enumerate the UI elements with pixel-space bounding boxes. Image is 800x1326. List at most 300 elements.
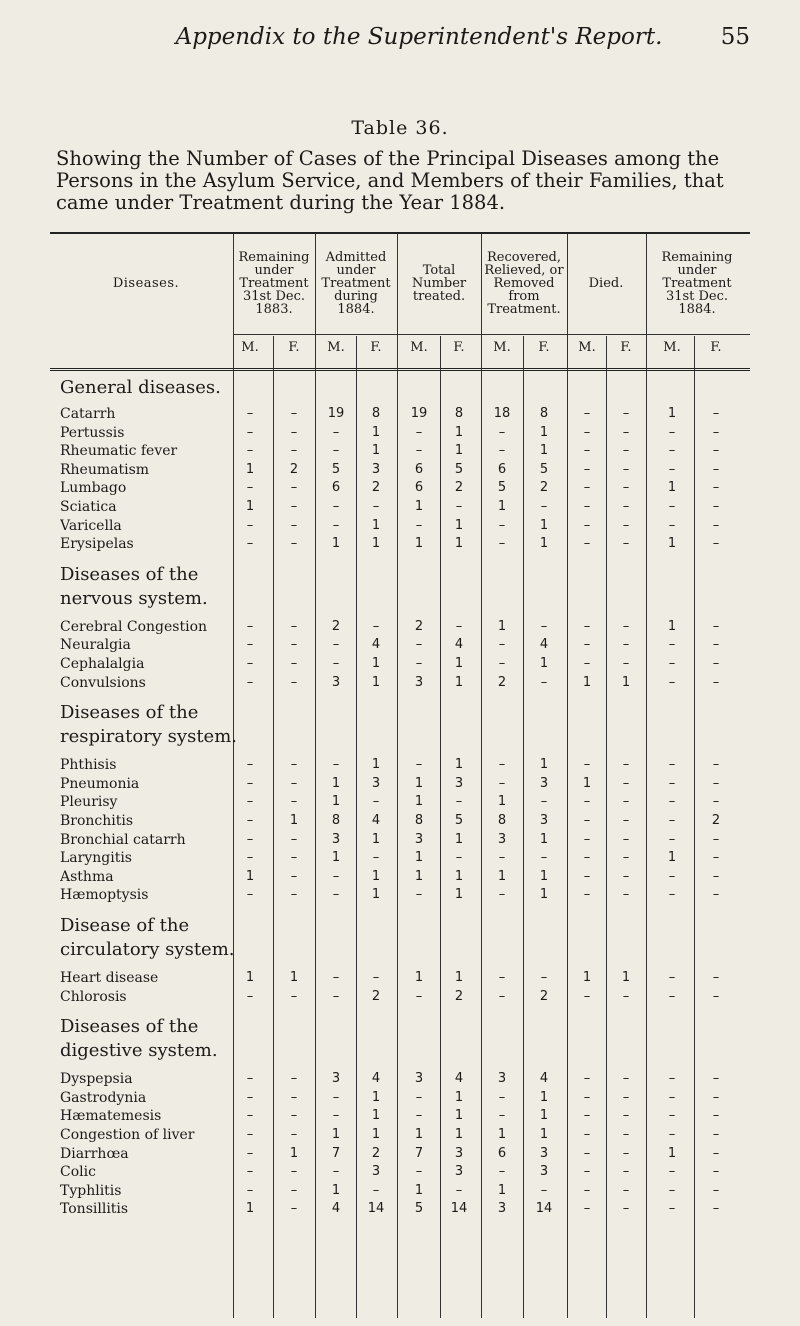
count-cell: – [668,1089,676,1105]
disease-name: Diarrhœa [60,1145,129,1162]
count-cell: 14 [535,1201,553,1217]
table-row [0,480,800,498]
count-cell: 1 [539,1089,549,1105]
count-cell: – [332,757,340,773]
count-cell: – [712,1127,720,1142]
count-cell: 1 [667,850,677,866]
count-cell: 1 [371,674,381,690]
disease-name: Hæmatemesis [60,1108,162,1125]
count-cell: – [712,988,720,1004]
count-cell: 1 [371,443,381,459]
table-row [0,989,800,1007]
count-cell: 2 [454,480,464,496]
count-cell: – [455,850,463,866]
count-cell: – [246,887,254,903]
table-row [0,536,800,554]
count-cell: – [622,618,630,634]
count-cell: – [668,656,676,671]
count-cell: – [668,424,676,440]
count-cell: – [332,1108,340,1124]
disease-name: Laryngitis [60,850,132,867]
count-cell: 6 [414,480,424,496]
count-cell: 7 [331,1145,341,1161]
count-cell: – [583,480,591,496]
count-cell: 1 [371,517,381,533]
count-cell: 1 [454,1127,464,1142]
count-cell: 1 [667,480,677,496]
disease-name: Bronchial catarrh [60,831,186,848]
count-cell: – [712,850,720,866]
count-cell: – [290,443,298,459]
count-cell: 1 [497,1182,507,1198]
header-remaining-1883: Remaining under Treatment 31st Dec. 1883. [238,249,310,317]
count-cell: 1 [414,499,424,514]
count-cell: 2 [539,480,549,496]
table-row [0,1127,800,1145]
count-cell: 1 [371,424,381,440]
count-cell: 1 [454,443,464,459]
count-cell: – [540,499,548,514]
count-cell: – [290,831,298,847]
count-cell: – [583,988,591,1004]
count-cell: – [668,775,676,791]
count-cell: – [332,1164,340,1180]
count-cell: – [246,656,254,671]
count-cell: – [583,1182,591,1198]
count-cell: 1 [454,757,464,773]
count-cell: – [372,1182,380,1198]
table-row [0,1183,800,1201]
count-cell: – [498,988,506,1004]
header-admitted: Admitted under Treatment during 1884. [321,249,391,317]
count-cell: – [332,1089,340,1105]
table-row [0,675,800,693]
count-cell: 1 [454,674,464,690]
count-cell: – [668,461,676,477]
section-heading: Diseases of the nervous system. [60,563,208,609]
count-cell: – [372,850,380,866]
count-cell: 1 [414,970,424,985]
count-cell: – [540,970,548,985]
disease-name: Pleurisy [60,794,118,811]
disease-name: Colic [60,1164,96,1181]
count-cell: 5 [539,461,549,477]
count-cell: – [583,757,591,773]
count-cell: – [668,674,676,690]
count-cell: 8 [454,406,464,421]
table-row [0,1201,800,1219]
count-cell: – [622,988,630,1004]
count-cell: – [583,1127,591,1142]
disease-name: Gastrodynia [60,1089,147,1106]
count-cell: 1 [245,1201,255,1217]
section-heading: Diseases of the digestive system. [60,1016,218,1062]
header-recovered: Recovered, Relieved, or Removed from Treatment. [484,249,564,317]
table-row [0,462,800,480]
count-cell: 1 [371,1127,381,1142]
count-cell: – [668,499,676,514]
count-cell: – [712,536,720,552]
count-cell: – [668,757,676,773]
count-cell: – [583,868,591,884]
count-cell: – [668,1127,676,1142]
count-cell: – [622,637,630,653]
count-cell: – [246,1145,254,1161]
count-cell: – [498,656,506,671]
table-row [0,832,800,850]
count-cell: 1 [331,1127,341,1142]
count-cell: – [668,1201,676,1217]
count-cell: 6 [414,461,424,477]
count-cell: 5 [331,461,341,477]
count-cell: – [290,775,298,791]
disease-name: Varicella [60,517,122,534]
count-cell: – [498,517,506,533]
count-cell: 1 [414,536,424,552]
subheader-female: F. [538,340,550,355]
count-cell: 8 [414,813,424,828]
count-cell: – [712,775,720,791]
count-cell: – [290,1182,298,1198]
count-cell: – [540,618,548,634]
table-row [0,518,800,536]
count-cell: 4 [331,1201,341,1217]
count-cell: 3 [331,831,341,847]
count-cell: 8 [371,406,381,421]
count-cell: – [712,461,720,477]
count-cell: – [455,794,463,810]
count-cell: – [622,461,630,477]
count-cell: – [290,1201,298,1217]
count-cell: 2 [711,813,721,828]
count-cell: – [622,424,630,440]
count-cell: – [246,1182,254,1198]
count-cell: 6 [331,480,341,496]
count-cell: – [455,499,463,514]
count-cell: 4 [371,637,381,653]
count-cell: – [712,656,720,671]
count-cell: – [583,517,591,533]
count-cell: 1 [539,757,549,773]
count-cell: – [668,970,676,985]
count-cell: – [712,674,720,690]
count-cell: – [246,443,254,459]
count-cell: 1 [414,775,424,791]
count-cell: 1 [371,887,381,903]
count-cell: – [712,1164,720,1180]
subheader-female: F. [288,340,300,355]
table-row [0,813,800,831]
count-cell: 2 [371,988,381,1004]
header-died: Died. [588,275,624,291]
count-cell: 1 [497,794,507,810]
count-cell: – [583,1089,591,1105]
count-cell: 3 [454,775,464,791]
subheader-male: M. [410,340,428,355]
disease-name: Pneumonia [60,775,140,792]
count-cell: 1 [539,656,549,671]
count-cell: 14 [367,1201,385,1217]
table-title: Table 36. [351,117,449,139]
count-cell: – [290,480,298,496]
count-cell: – [290,1164,298,1180]
count-cell: – [246,757,254,773]
count-cell: – [583,499,591,514]
count-cell: – [332,637,340,653]
table-row [0,443,800,461]
count-cell: – [712,868,720,884]
subheader-female: F. [370,340,382,355]
count-cell: – [415,1164,423,1180]
count-cell: – [668,831,676,847]
count-cell: – [712,1089,720,1105]
count-cell: – [372,618,380,634]
count-cell: – [622,480,630,496]
count-cell: 1 [539,887,549,903]
count-cell: 4 [371,1071,381,1087]
count-cell: – [498,536,506,552]
count-cell: – [415,757,423,773]
count-cell: – [498,424,506,440]
table-row [0,776,800,794]
count-cell: 4 [539,1071,549,1087]
count-cell: – [622,1127,630,1142]
table-caption: Showing the Number of Cases of the Principal Diseases among the Persons in the Asylum Service, and Members of their Families, that came under Treatment during the Year 1884. [56,147,724,214]
count-cell: 1 [289,813,299,828]
count-cell: – [712,499,720,514]
count-cell: 1 [331,536,341,552]
count-cell: – [712,443,720,459]
count-cell: 3 [539,775,549,791]
disease-name: Chlorosis [60,988,127,1005]
count-cell: – [415,887,423,903]
disease-name: Typhlitis [60,1182,122,1199]
count-cell: 1 [539,443,549,459]
sex-subheaders [0,340,800,366]
count-cell: – [583,656,591,671]
count-cell: – [712,1201,720,1217]
disease-name: Dyspepsia [60,1071,133,1088]
table-row [0,619,800,637]
count-cell: 1 [454,424,464,440]
count-cell: – [332,970,340,985]
count-cell: 1 [539,536,549,552]
disease-name: Congestion of liver [60,1127,195,1143]
count-cell: – [246,637,254,653]
count-cell: – [668,868,676,884]
count-cell: – [332,887,340,903]
count-cell: – [583,536,591,552]
count-cell: 2 [371,480,381,496]
count-cell: 8 [331,813,341,828]
count-cell: – [246,831,254,847]
count-cell: – [622,850,630,866]
count-cell: 1 [371,656,381,671]
count-cell: – [712,618,720,634]
count-cell: – [622,813,630,828]
count-cell: 1 [371,1089,381,1105]
count-cell: – [583,887,591,903]
count-cell: 1 [539,1127,549,1142]
count-cell: 1 [497,868,507,884]
count-cell: – [540,850,548,866]
count-cell: 1 [454,887,464,903]
count-cell: 3 [414,674,424,690]
count-cell: – [372,970,380,985]
subheader-male: M. [493,340,511,355]
count-cell: – [246,1127,254,1142]
count-cell: 18 [493,406,511,421]
count-cell: – [622,831,630,847]
count-cell: 5 [497,480,507,496]
count-cell: – [668,443,676,459]
count-cell: – [583,443,591,459]
count-cell: – [622,1201,630,1217]
count-cell: 1 [667,536,677,552]
count-cell: – [583,813,591,828]
disease-name: Hæmoptysis [60,887,149,904]
disease-name: Heart disease [60,970,159,986]
count-cell: 1 [454,1089,464,1105]
count-cell: – [712,424,720,440]
section-heading: Disease of the circulatory system. [60,915,235,960]
count-cell: 5 [454,461,464,477]
count-cell: – [712,637,720,653]
count-cell: – [290,1127,298,1142]
count-cell: 1 [582,775,592,791]
count-cell: 1 [497,499,507,514]
count-cell: 8 [497,813,507,828]
count-cell: – [583,637,591,653]
disease-name: Sciatica [60,499,117,515]
subheader-male: M. [663,340,681,355]
count-cell: 1 [289,1145,299,1161]
count-cell: – [332,517,340,533]
count-cell: 3 [371,461,381,477]
count-cell: – [712,831,720,847]
count-cell: – [246,794,254,810]
table-row [0,887,800,905]
count-cell: 3 [454,1145,464,1161]
count-cell: – [498,775,506,791]
count-cell: – [583,461,591,477]
subheader-male: M. [327,340,345,355]
count-cell: – [622,887,630,903]
count-cell: 1 [539,424,549,440]
count-cell: – [455,1182,463,1198]
count-cell: – [498,1108,506,1124]
count-cell: – [622,868,630,884]
table-row [0,850,800,868]
count-cell: 1 [245,461,255,477]
count-cell: – [290,757,298,773]
disease-name: Cephalalgia [60,656,145,672]
count-cell: 2 [497,674,507,690]
subheader-female: F. [620,340,632,355]
count-cell: – [415,1108,423,1124]
count-cell: 19 [327,406,345,421]
count-cell: 4 [371,813,381,828]
table-row [0,1164,800,1182]
count-cell: – [246,517,254,533]
subheader-female: F. [453,340,465,355]
count-cell: 1 [371,868,381,884]
section-heading: Diseases of the respiratory system. [60,702,237,748]
count-cell: 1 [454,868,464,884]
count-cell: – [415,988,423,1004]
count-cell: – [290,868,298,884]
count-cell: 1 [582,674,592,690]
count-cell: 1 [667,618,677,634]
count-cell: – [583,424,591,440]
count-cell: 3 [331,1071,341,1087]
disease-name: Asthma [60,868,114,885]
count-cell: – [583,1145,591,1161]
count-cell: 1 [454,656,464,671]
subheader-male: M. [578,340,596,355]
table-row [0,757,800,775]
table-row [0,970,800,988]
count-cell: – [668,1182,676,1198]
count-cell: – [583,1108,591,1124]
disease-name: Cerebral Congestion [60,618,208,635]
count-cell: – [372,794,380,810]
count-cell: 1 [331,1182,341,1198]
count-cell: 1 [454,970,464,985]
count-cell: 1 [497,1127,507,1142]
count-cell: – [668,887,676,903]
count-cell: 3 [371,1164,381,1180]
count-cell: – [372,499,380,514]
count-cell: – [415,656,423,671]
count-cell: 5 [454,813,464,828]
table-row [0,1090,800,1108]
count-cell: – [498,757,506,773]
count-cell: – [246,813,254,828]
count-cell: – [540,1182,548,1198]
count-cell: – [246,406,254,421]
count-cell: – [668,1164,676,1180]
count-cell: 7 [414,1145,424,1161]
disease-name: Erysipelas [60,536,134,553]
table-row [0,1108,800,1126]
count-cell: – [712,794,720,810]
count-cell: – [290,988,298,1004]
count-cell: – [583,850,591,866]
count-cell: – [290,887,298,903]
disease-name: Phthisis [60,757,117,774]
count-cell: – [668,1071,676,1087]
count-cell: – [290,1108,298,1124]
count-cell: – [290,536,298,552]
count-cell: – [622,1164,630,1180]
count-cell: – [332,988,340,1004]
count-cell: – [290,406,298,421]
count-cell: 1 [414,1182,424,1198]
count-cell: 3 [331,674,341,690]
count-cell: 1 [539,1108,549,1124]
running-title: Appendix to the Superintendent's Report. [175,24,663,50]
header-total: Total Number treated. [411,262,467,304]
header-double-rule [50,368,750,371]
count-cell: – [712,1182,720,1198]
count-cell: – [290,850,298,866]
count-cell: – [415,1089,423,1105]
header-remaining-1884: Remaining under Treatment 31st Dec. 1884. [661,249,733,317]
count-cell: – [332,868,340,884]
count-cell: – [290,618,298,634]
count-cell: 1 [331,775,341,791]
